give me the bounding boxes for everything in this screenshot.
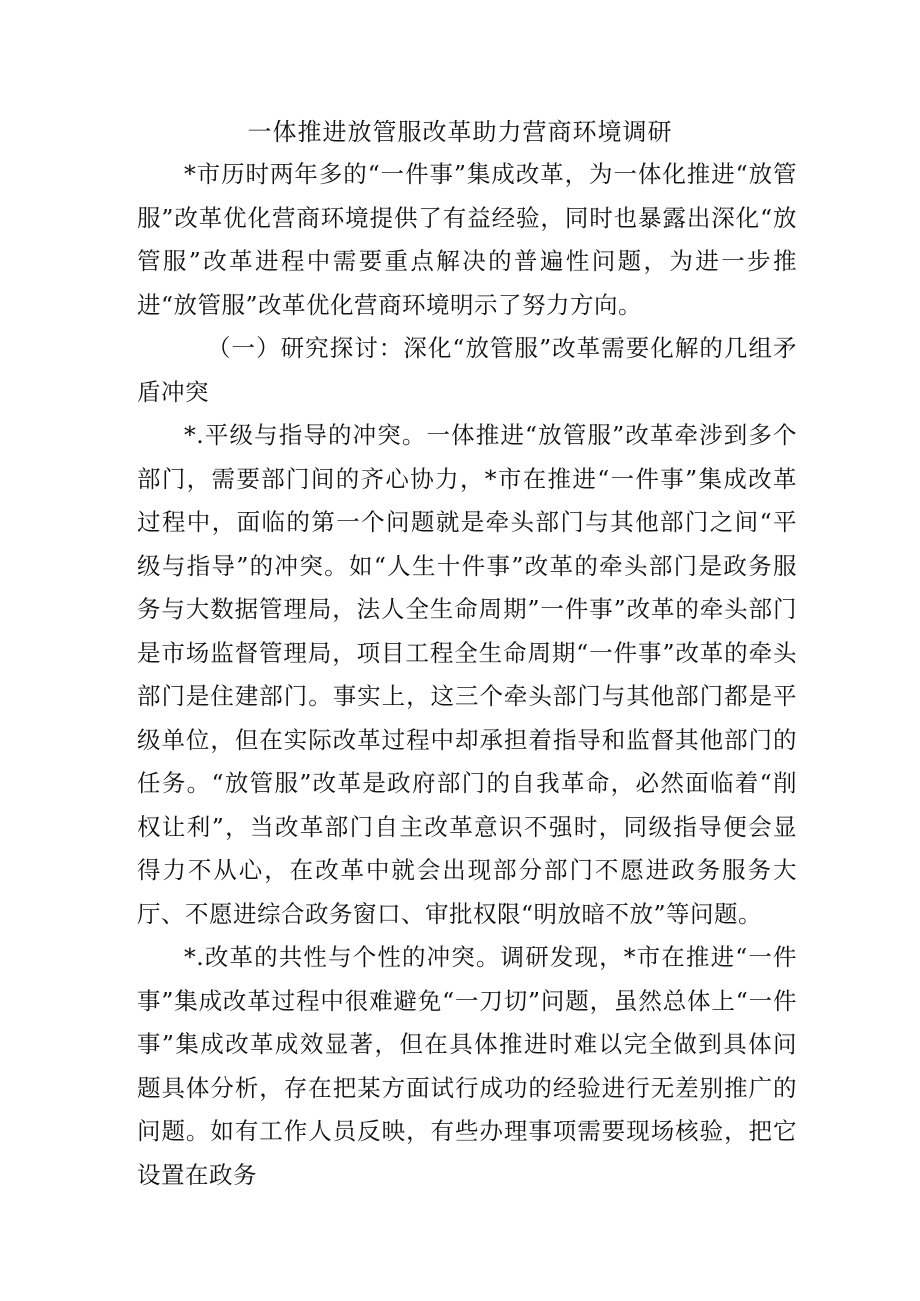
paragraph-conflict-commonality-individuality: *.改革的共性与个性的冲突。调研发现，*市在推进“一件事”集成改革过程中很难避免“一刀切”问题，虽然总体上“一件事”集成改革成效显著，但在具体推进时难以完全做到具体问题具体分析，存在把某方面试行成功的经验进行无差别推广的问题。如有工作人员反映，有些办理事项需要现场核验，把它设置在政务 xyxy=(137,943,797,1189)
document-body xyxy=(137,153,797,1197)
paragraph-conflict-level-guidance: *.平级与指导的冲突。一体推进“放管服”改革牵涉到多个部门，需要部门间的齐心协力，*市在推进“一件事”集成改革过程中，面临的第一个问题就是牵头部门与其他部门之间“平级与指导”的冲突。如“人生十件事”改革的牵头部门是政务服务与大数据管理局，法人全生命周期”一件事”改革的牵头部门是市场监督管理局，项目工程全生命周期“一件事”改革的牵头部门是住建部门。事实上，这三个牵头部门与其他部门都是平级单位，但在实际改革过程中却承担着指导和监督其他部门的任务。“放管服”改革是政府部门的自我革命，必然面临着“削权让利”，当改革部门自主改革意识不强时，同级指导便会显得力不从心，在改革中就会出现部分部门不愿进政务服务大厅、不愿进综合政务窗口、审批权限“明放暗不放”等问题。 xyxy=(137,421,797,928)
paragraph-intro: *市历时两年多的“一件事”集成改革，为一体化推进“放管服”改革优化营商环境提供了有益经验，同时也暴露出深化“放管服”改革进程中需要重点解决的普遍性问题，为进一步推进“放管服”改革优化营商环境明示了努力方向。 xyxy=(137,160,797,319)
section-heading: （一）研究探讨：深化“放管服”改革需要化解的几组矛盾冲突 xyxy=(137,334,797,406)
document-title: 一体推进放管服改革助力营商环境调研 xyxy=(247,118,673,146)
